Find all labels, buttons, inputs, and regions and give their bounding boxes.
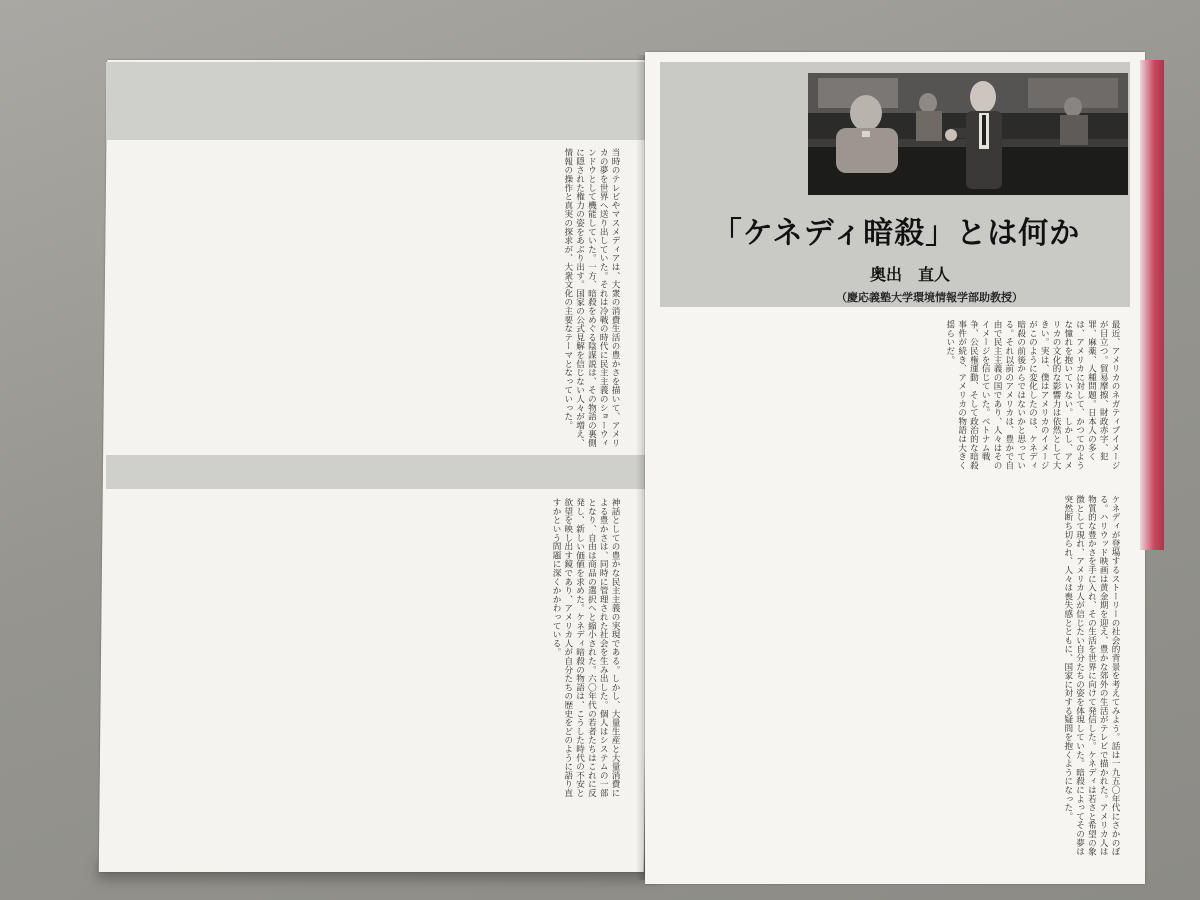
author-affiliation: （慶応義塾大学環境情報学部助教授） bbox=[836, 291, 1023, 304]
right-lower-text: ケネディが登場するストーリーの社会的背景を考えてみよう。話は一九五〇年代にさかのぼる。ハリウッド映画は黄金期を迎え、豊かな郊外の生活がテレビで描かれた。アメリカ人は物質的な豊かさを手に入れ、その生活を世界に向けて発信した。ケネディは若さと希望の象徴として現れ、アメリカ人が信じたい自分たちの姿を体現していた。暗殺によってその夢は突然断ち切られ、人々は喪失感とともに、国家に対する疑問を抱くようになった。 bbox=[1062, 495, 1120, 856]
right-upper-text: 最近、アメリカのネガティブイメージが目立つ。貿易摩擦、財政赤字、犯罪、麻薬、人種問題。日本人の多くは、アメリカに対して、かつてのような憧れを抱いていない。しかし、アメリカの文化的な影響力は依然として大きい。実は、僕はアメリカのイメージがこのように変化したのは、ケネディ暗殺の前後からではないかと思っている。それ以前のアメリカは、豊かで自由で民主主義の国であり、人々はそのイメージを信じていた。ベトナム戦争、公民権運動、そして政治的な暗殺事件が続き、アメリカの物語は大きく揺らいだ。 bbox=[944, 320, 1120, 470]
film-still-image bbox=[808, 73, 1128, 195]
left-top-band bbox=[106, 62, 646, 140]
left-middle-band bbox=[106, 455, 646, 489]
article-title: 「ケネディ暗殺」とは何か bbox=[711, 216, 1081, 251]
left-lower-text: 神話としての豊かな民主主義の実現である。しかし、大量生産と大量消費による豊かさは、同時に管理された社会を生み出した。個人はシステムの一部となり、自由は商品の選択へと縮小された。六〇年代の若者たちはこれに反発し、新しい価値を求めた。ケネディ暗殺の物語は、こうした時代の不安と欲望を映し出す鏡であり、アメリカ人が自分たちの歴史をどのように語り直すかという問題に深くかかわっている。 bbox=[551, 498, 620, 798]
film-still-photo bbox=[808, 73, 1128, 195]
left-upper-text: 当時のテレビやマスメディアは、大衆の消費生活の豊かさを描いて、アメリカの夢を世界へ送り出していた。それは冷戦の時代に民主主義のショーウィンドウとして機能していた。一方、暗殺をめぐる陰謀説は、その物語の裏側に隠された権力の姿をあぶり出す。国家の公式見解を信じない人々が増え、情報の操作と真実の探求が、大衆文化の主要なテーマとなっていった。 bbox=[562, 148, 620, 448]
article-author: 奥出 直人 bbox=[870, 265, 951, 284]
pink-page-edge bbox=[1140, 60, 1164, 550]
